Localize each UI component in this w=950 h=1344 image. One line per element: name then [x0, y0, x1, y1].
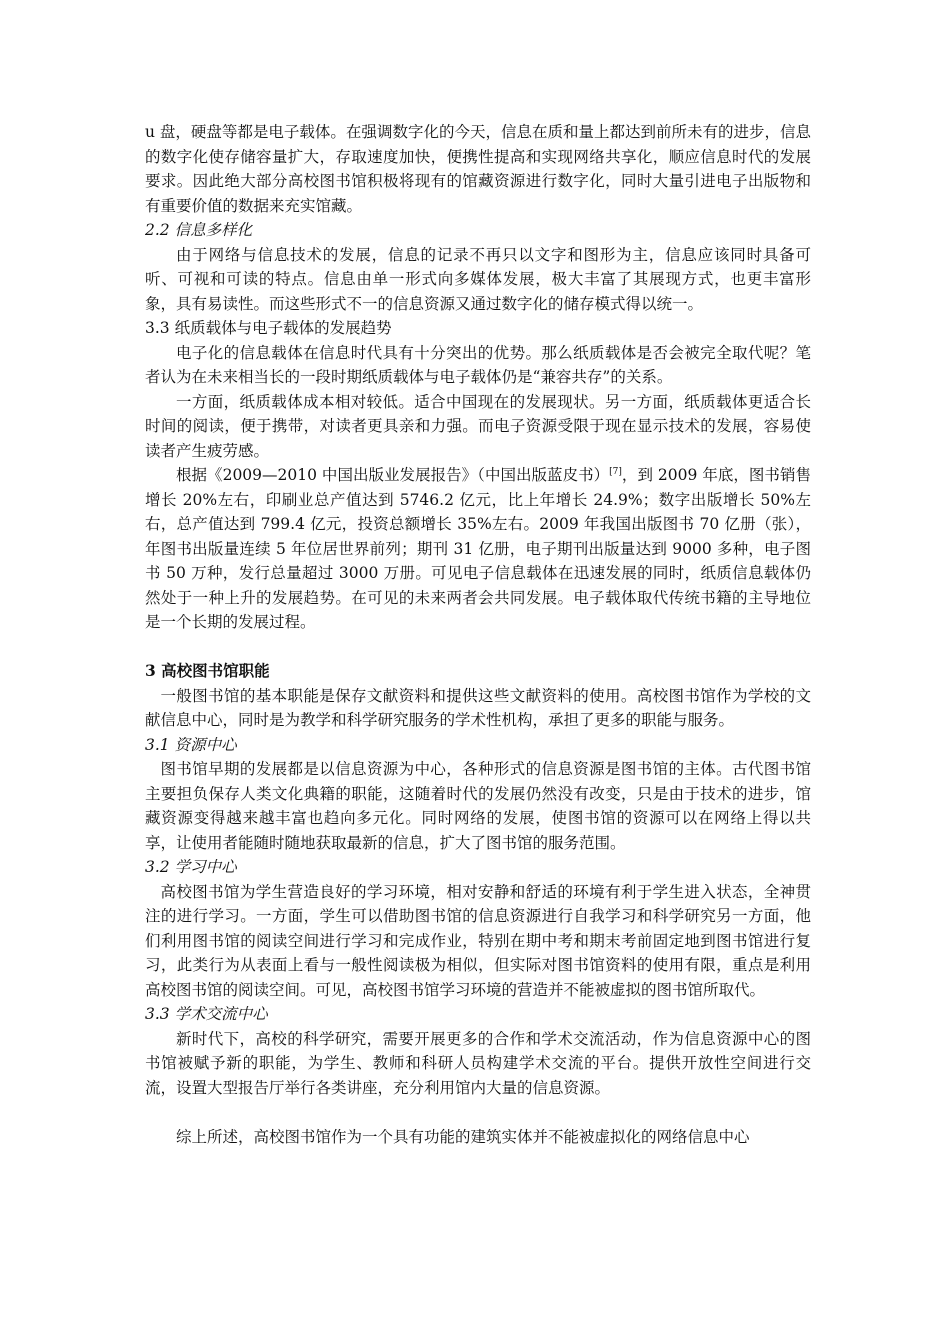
- heading-3-3-trend: 3.3 纸质载体与电子载体的发展趋势: [145, 319, 392, 337]
- heading-3-3-exchange: 3.3 学术交流中心: [145, 1005, 268, 1023]
- paragraph-3-3-trend-3-post: ，到 2009 年底，图书销售增长 20%左右，印刷业总产值达到 5746.2 亿元，比上年增长 24.9%；数字出版增长 50%左右，总产值达到 799.4 亿元，投资总额增长 35%左右。2009 年我国出版图书 70 亿册（张），年图书出版量连续 5 年位居世界前列；期刊 31 亿册，电子期刊出版量达到 9000 多种，电子图书 50 万种，发行总量超过 3000 万册。可见电子信息载体在迅速发展的同时，纸质信息载体仍然处于一种上升的发展趋势。在可见的未来两者会共同发展。电子载体取代传统书籍的主导地位是一个长期的发展过程。: [145, 466, 811, 631]
- paragraph-intro: u 盘，硬盘等都是电子载体。在强调数字化的今天，信息在质和量上都达到前所未有的进步，信息的数字化使存储容量扩大，存取速度加快，便携性提高和实现网络共享化，顺应信息时代的发展要求。因此绝大部分高校图书馆积极将现有的馆藏资源进行数字化，同时大量引进电子出版物和有重要价值的数据来充实馆藏。: [145, 123, 811, 215]
- paragraph-3-1: 图书馆早期的发展都是以信息资源为中心，各种形式的信息资源是图书馆的主体。古代图书馆主要担负保存人类文化典籍的职能，这随着时代的发展仍然没有改变，只是由于技术的进步，馆藏资源变得越来越丰富也趋向多元化。同时网络的发展，使图书馆的资源可以在网络上得以共享，让使用者能随时随地获取最新的信息，扩大了图书馆的服务范围。: [145, 760, 811, 852]
- blank-line: [145, 635, 811, 660]
- paragraph-3-3-trend-3: [145, 463, 811, 635]
- blank-line-2: [145, 1100, 811, 1125]
- heading-3-1: 3.1 资源中心: [145, 735, 237, 754]
- paragraph-3-3-trend-1: 电子化的信息载体在信息时代具有十分突出的优势。那么纸质载体是否会被完全取代呢？笔者认为在未来相当长的一段时期纸质载体与电子载体仍是“兼容共存”的关系。: [145, 343, 811, 386]
- document-page: [145, 120, 811, 1149]
- heading-chapter-3: 3 高校图书馆职能: [145, 661, 270, 680]
- paragraph-chapter-3: 一般图书馆的基本职能是保存文献资料和提供这些文献资料的使用。高校图书馆作为学校的文献信息中心，同时是为教学和科学研究服务的学术性机构，承担了更多的职能与服务。: [145, 686, 811, 729]
- paragraph-3-2: 高校图书馆为学生营造良好的学习环境，相对安静和舒适的环境有利于学生进入状态，全神贯注的进行学习。一方面，学生可以借助图书馆的信息资源进行自我学习和科学研究另一方面，他们利用图书馆的阅读空间进行学习和完成作业，特别在期中考和期末考前固定地到图书馆进行复习，此类行为从表面上看与一般性阅读极为相似，但实际对图书馆资料的使用有限，重点是利用高校图书馆的阅读空间。可见，高校图书馆学习环境的营造并不能被虚拟的图书馆所取代。: [145, 882, 811, 999]
- heading-2-2: 2.2 信息多样化: [145, 221, 253, 239]
- paragraph-3-3-exchange: 新时代下，高校的科学研究，需要开展更多的合作和学术交流活动，作为信息资源中心的图书馆被赋予新的职能，为学生、教师和科研人员构建学术交流的平台。提供开放性空间进行交流，设置大型报告厅举行各类讲座，充分利用馆内大量的信息资源。: [145, 1029, 811, 1097]
- citation-ref: [7]: [609, 466, 622, 477]
- paragraph-2-2: 由于网络与信息技术的发展，信息的记录不再只以文字和图形为主，信息应该同时具备可听、可视和可读的特点。信息由单一形式向多媒体发展，极大丰富了其展现方式，也更丰富形象，具有易读性。而这些形式不一的信息资源又通过数字化的储存模式得以统一。: [145, 245, 811, 313]
- paragraph-3-3-trend-2: 一方面，纸质载体成本相对较低。适合中国现在的发展现状。另一方面，纸质载体更适合长时间的阅读，便于携带，对读者更具亲和力强。而电子资源受限于现在显示技术的发展，容易使读者产生疲劳感。: [145, 392, 811, 460]
- paragraph-final: 综上所述，高校图书馆作为一个具有功能的建筑实体并不能被虚拟化的网络信息中心: [176, 1127, 750, 1146]
- heading-3-2: 3.2 学习中心: [145, 858, 237, 876]
- paragraph-3-3-trend-3-pre: 根据《2009—2010 中国出版业发展报告》（中国出版蓝皮书）: [176, 466, 610, 484]
